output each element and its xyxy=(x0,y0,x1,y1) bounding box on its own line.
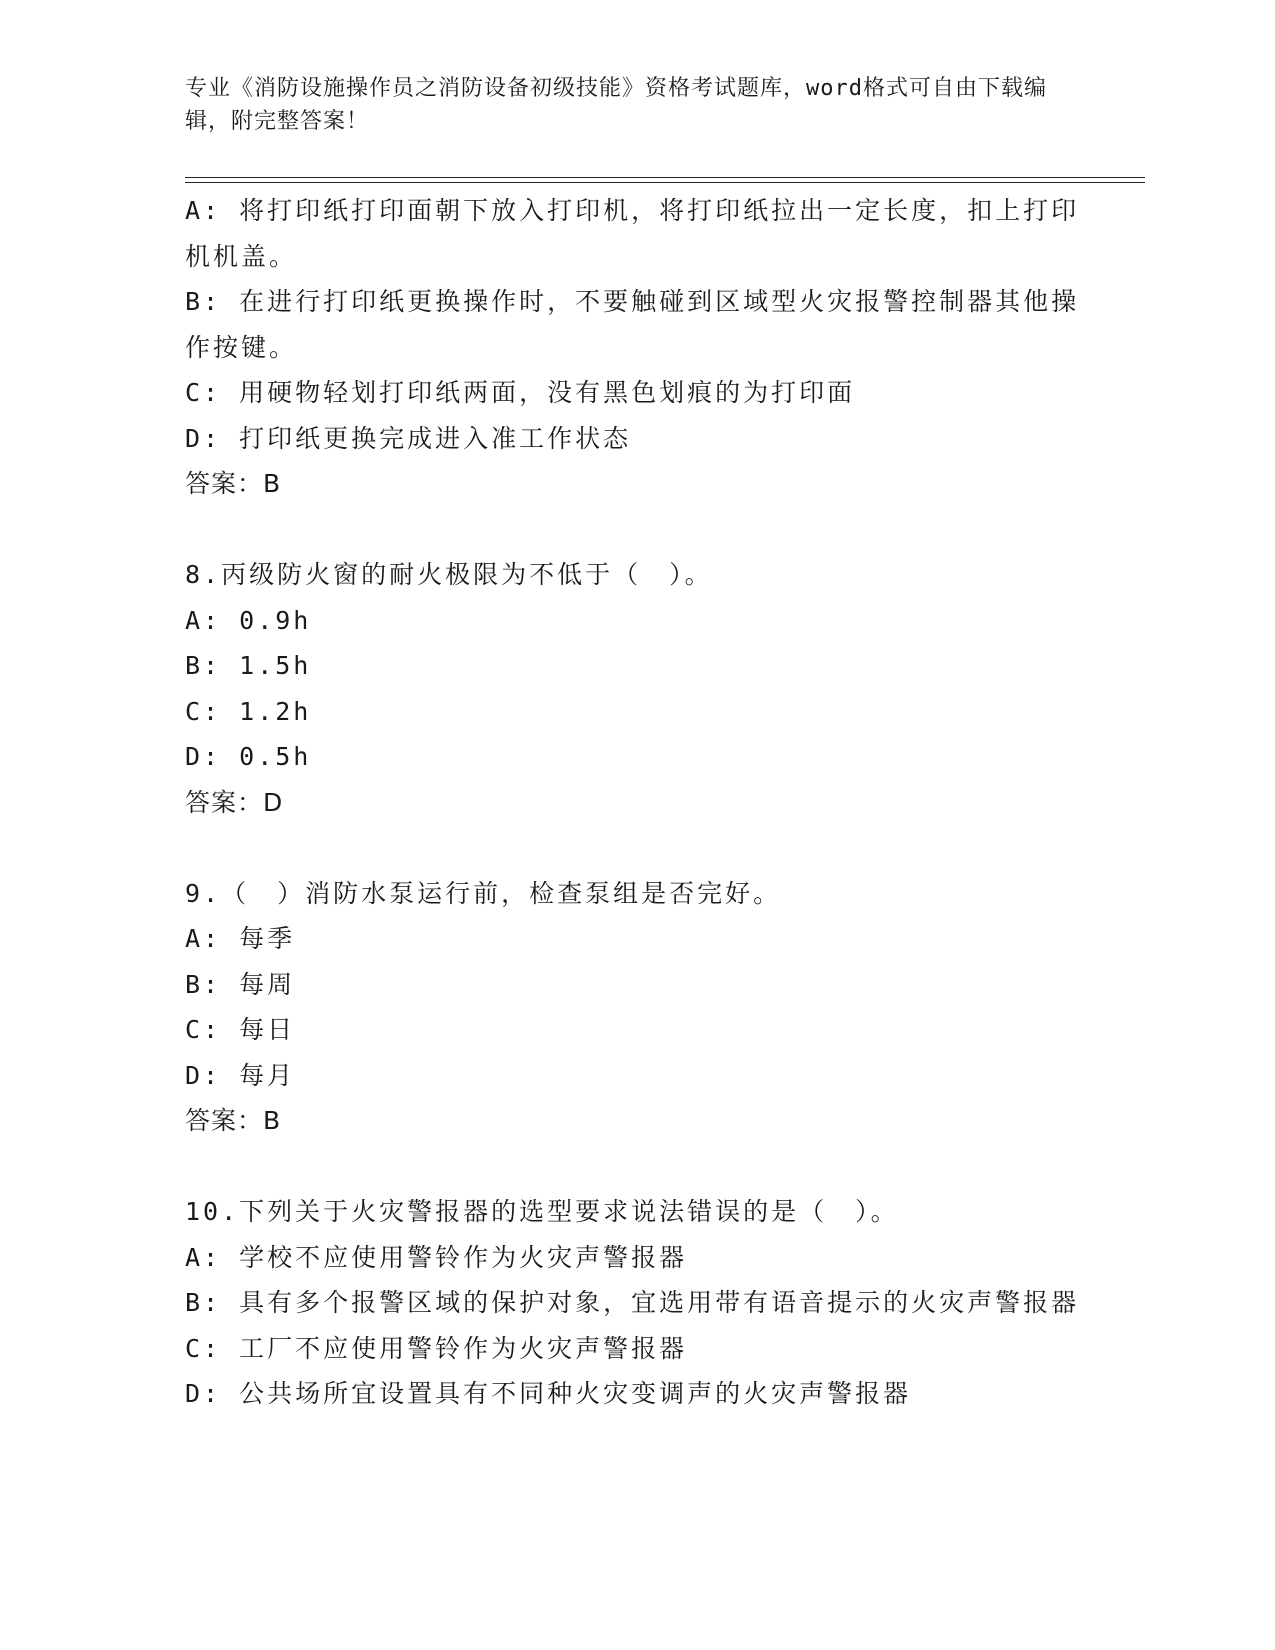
option-b: B: 具有多个报警区域的保护对象，宜选用带有语音提示的火灾声警报器 xyxy=(185,1288,1080,1317)
question-7 xyxy=(185,188,1085,507)
header-divider-bottom xyxy=(185,182,1145,183)
answer: 答案：B xyxy=(185,1106,282,1135)
option-b: B: 每周 xyxy=(185,969,296,999)
spacer xyxy=(185,507,1085,553)
option-a: A: 0.9h xyxy=(185,605,312,635)
question-10 xyxy=(185,1189,1085,1417)
question-9 xyxy=(185,871,1085,1144)
option-a: A: 学校不应使用警铃作为火灾声警报器 xyxy=(185,1242,688,1272)
option-d: D: 每月 xyxy=(185,1060,296,1090)
option-d: D: 0.5h xyxy=(185,742,312,771)
question-text: 10.下列关于火灾警报器的选型要求说法错误的是（ ）。 xyxy=(185,1197,899,1226)
option-c: C: 每日 xyxy=(185,1015,296,1044)
spacer xyxy=(185,1144,1085,1190)
option-d: D: 公共场所宜设置具有不同种火灾变调声的火灾声警报器 xyxy=(185,1379,912,1408)
option-b: B: 在进行打印纸更换操作时，不要触碰到区域型火灾报警控制器其他操作按键。 xyxy=(185,287,1080,362)
answer: 答案：D xyxy=(185,787,284,817)
question-list xyxy=(185,188,1085,1417)
answer: 答案：B xyxy=(185,469,282,498)
question-text: 9.（ ）消防水泵运行前，检查泵组是否完好。 xyxy=(185,878,782,908)
option-a: A: 将打印纸打印面朝下放入打印机，将打印纸拉出一定长度，扣上打印机机盖。 xyxy=(185,196,1080,271)
option-b: B: 1.5h xyxy=(185,651,312,680)
spacer xyxy=(185,825,1085,871)
question-text: 8.丙级防火窗的耐火极限为不低于（ ）。 xyxy=(185,560,713,589)
option-c: C: 1.2h xyxy=(185,696,312,726)
header-divider-top xyxy=(185,177,1145,178)
question-8 xyxy=(185,552,1085,825)
option-c: C: 工厂不应使用警铃作为火灾声警报器 xyxy=(185,1333,688,1363)
document-header: 专业《消防设施操作员之消防设备初级技能》资格考试题库，word格式可自由下载编辑，附完整答案！ xyxy=(185,76,1047,134)
option-a: A: 每季 xyxy=(185,924,296,953)
option-c: C: 用硬物轻划打印纸两面，没有黑色划痕的为打印面 xyxy=(185,378,856,407)
option-d: D: 打印纸更换完成进入准工作状态 xyxy=(185,423,632,453)
